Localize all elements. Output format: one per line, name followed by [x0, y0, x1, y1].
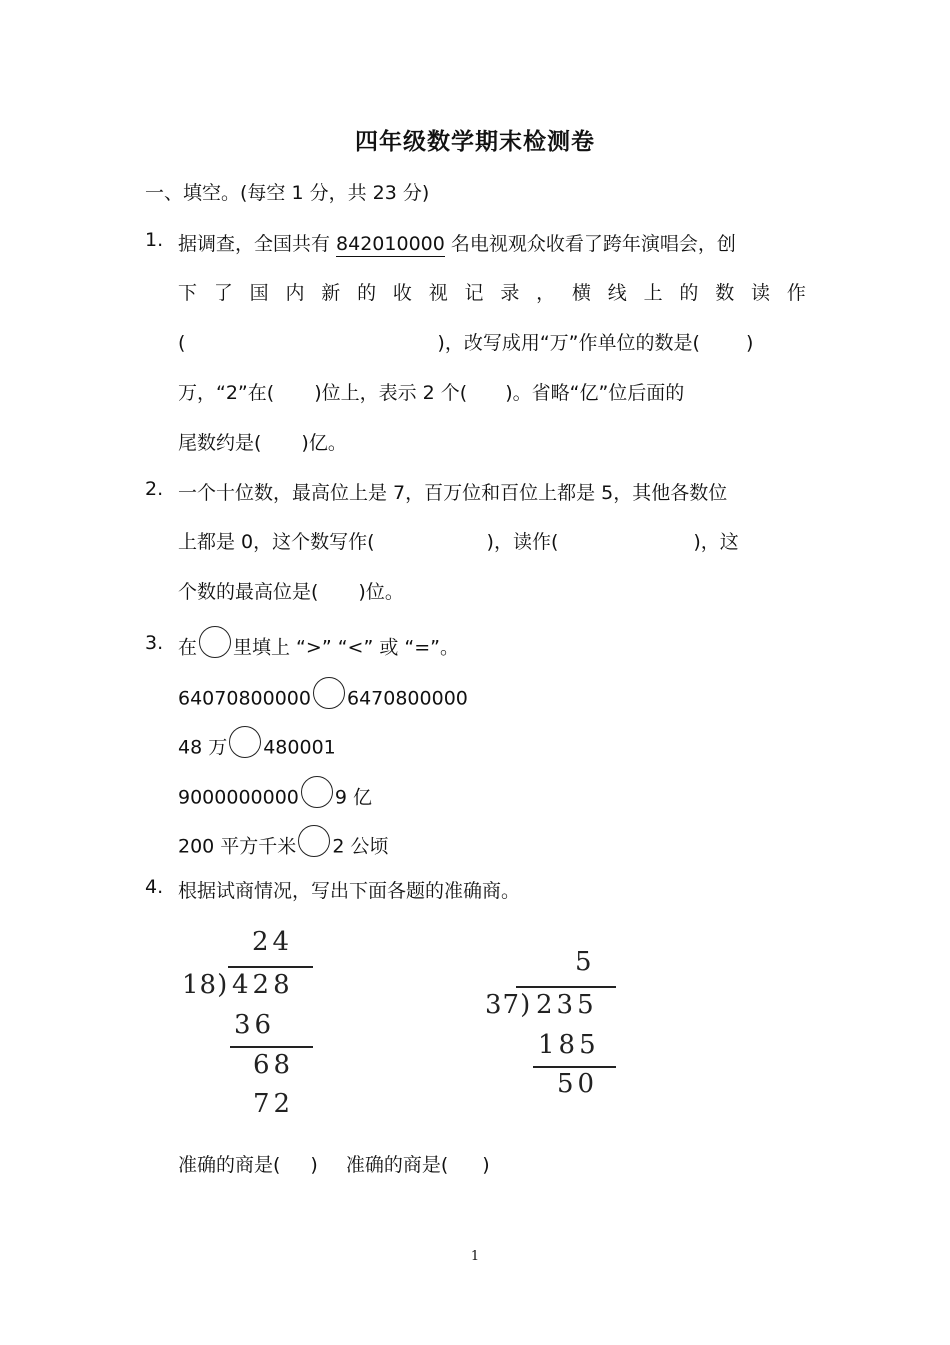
q2-line2 [178, 527, 739, 554]
q1-line2-char: 记 [464, 282, 484, 304]
q1-line5-b: )亿。 [301, 432, 347, 454]
answer-2-label: 准确的商是( [345, 1154, 449, 1176]
div1-divisor: 18) [182, 970, 229, 1000]
q1-line2-char: 内 [285, 282, 305, 304]
div1-quotient: 24 [252, 927, 294, 957]
q3-item-3 [178, 782, 372, 814]
q1-line2-char: 线 [607, 282, 627, 304]
q3-item-3-left: 9000000000 [178, 786, 299, 809]
page-title: 四年级数学期末检测卷 [355, 129, 595, 155]
q1-line3-close: ) [745, 332, 754, 354]
q2-line1: 一个十位数，最高位上是 7，百万位和百位上都是 5，其他各数位 [178, 482, 728, 504]
q1-line2-char: 数 [715, 282, 735, 304]
q2-line3 [178, 577, 404, 604]
q1-line2-char: 上 [643, 282, 663, 304]
q1-line2-char: 收 [392, 282, 412, 304]
div2-bracket-line [516, 986, 616, 988]
q2-line2-c: )，这 [693, 531, 739, 553]
q1-line4-b: )位上，表示 2 个( [314, 382, 468, 404]
q1-line2-char: 作 [786, 282, 806, 304]
q3-item-1 [178, 683, 468, 715]
q1-line3-mid: )，改写成用“万”作单位的数是( [437, 332, 700, 354]
q3-item-4-left: 200 平方千米 [178, 835, 297, 858]
div2-quotient: 5 [575, 947, 596, 977]
q4-answers [178, 1150, 490, 1177]
q1-line2-char: 录 [500, 282, 520, 304]
div1-remainder-1: 68 [253, 1050, 295, 1080]
comparison-circle[interactable] [298, 825, 330, 857]
q1-line4-c: )。省略“亿”位后面的 [505, 382, 685, 404]
q1-line3 [178, 328, 753, 355]
comparison-circle[interactable] [199, 626, 231, 658]
q1-line5 [178, 428, 347, 455]
q3-number: 3. [145, 632, 164, 654]
q3-intro-a: 在 [178, 636, 198, 659]
div1-line-2 [230, 1046, 313, 1048]
q1-number: 1. [145, 229, 164, 251]
q2-line2-a: 上都是 0，这个数写作( [178, 531, 375, 553]
div2-dividend: 235 [536, 990, 598, 1020]
q1-line2-char: 读 [751, 282, 771, 304]
q2-line3-a: 个数的最高位是( [178, 581, 319, 603]
q1-line4 [178, 378, 684, 405]
q2-line2-b: )，读作( [486, 531, 559, 553]
q2-number: 2. [145, 478, 164, 500]
q1-line1-post: 名电视观众收看了跨年演唱会，创 [444, 233, 736, 255]
q1-line2-char: 了 [213, 282, 233, 304]
div1-bracket-line [228, 966, 313, 968]
div1-dividend: 428 [232, 970, 294, 1000]
q3-item-3-right: 9 亿 [334, 786, 373, 809]
comparison-circle[interactable] [301, 776, 333, 808]
q1-line3-open: ( [178, 332, 186, 354]
q1-underlined-number: 842010000 [336, 233, 445, 255]
q1-line2-char: 的 [357, 282, 377, 304]
q1-line2-char: 横 [571, 282, 591, 304]
q1-line2-char: 国 [249, 282, 269, 304]
q2-line3-b: )位。 [358, 581, 404, 603]
div2-divisor: 37) [485, 990, 532, 1020]
page-number: 1 [470, 1249, 480, 1264]
q1-line5-a: 尾数约是( [178, 432, 262, 454]
q1-line4-a: 万，“2”在( [178, 382, 275, 404]
q3-item-1-left: 64070800000 [178, 687, 311, 710]
q1-line2-char: 的 [679, 282, 699, 304]
q1-line2-char: 下 [178, 282, 198, 304]
q3-item-4 [178, 831, 388, 863]
q1-line2-char: 新 [321, 282, 341, 304]
div2-subtract-1: 185 [538, 1030, 600, 1060]
div1-subtract-2: 72 [253, 1089, 295, 1119]
comparison-circle[interactable] [229, 726, 261, 758]
comparison-circle[interactable] [313, 677, 345, 709]
q1-line2-char: 视 [428, 282, 448, 304]
q1-line2-char: ， [536, 282, 556, 304]
answer-2-close: ) [482, 1154, 490, 1176]
q3-item-1-right: 6470800000 [346, 687, 468, 710]
div2-remainder-1: 50 [557, 1069, 599, 1099]
answer-1-close: ) [310, 1154, 318, 1176]
q4-number: 4. [145, 876, 164, 898]
q1-line1-pre: 据调查，全国共有 [178, 233, 337, 255]
q3-item-2 [178, 732, 336, 764]
div1-subtract-1: 36 [234, 1010, 276, 1040]
q3-item-2-right: 480001 [263, 736, 336, 759]
q1-line2 [178, 278, 806, 305]
section-heading: 一、填空。(每空 1 分，共 23 分) [145, 182, 430, 204]
div2-line-2 [533, 1066, 616, 1068]
q3-intro [178, 632, 459, 664]
q4-text: 根据试商情况，写出下面各题的准确商。 [178, 880, 521, 902]
q3-item-4-right: 2 公顷 [332, 835, 389, 858]
q1-line1 [178, 229, 736, 256]
q3-item-2-left: 48 万 [178, 736, 228, 759]
answer-1-label: 准确的商是( [178, 1154, 281, 1176]
q3-intro-b: 里填上 “>” “<” 或 “=”。 [233, 636, 459, 659]
